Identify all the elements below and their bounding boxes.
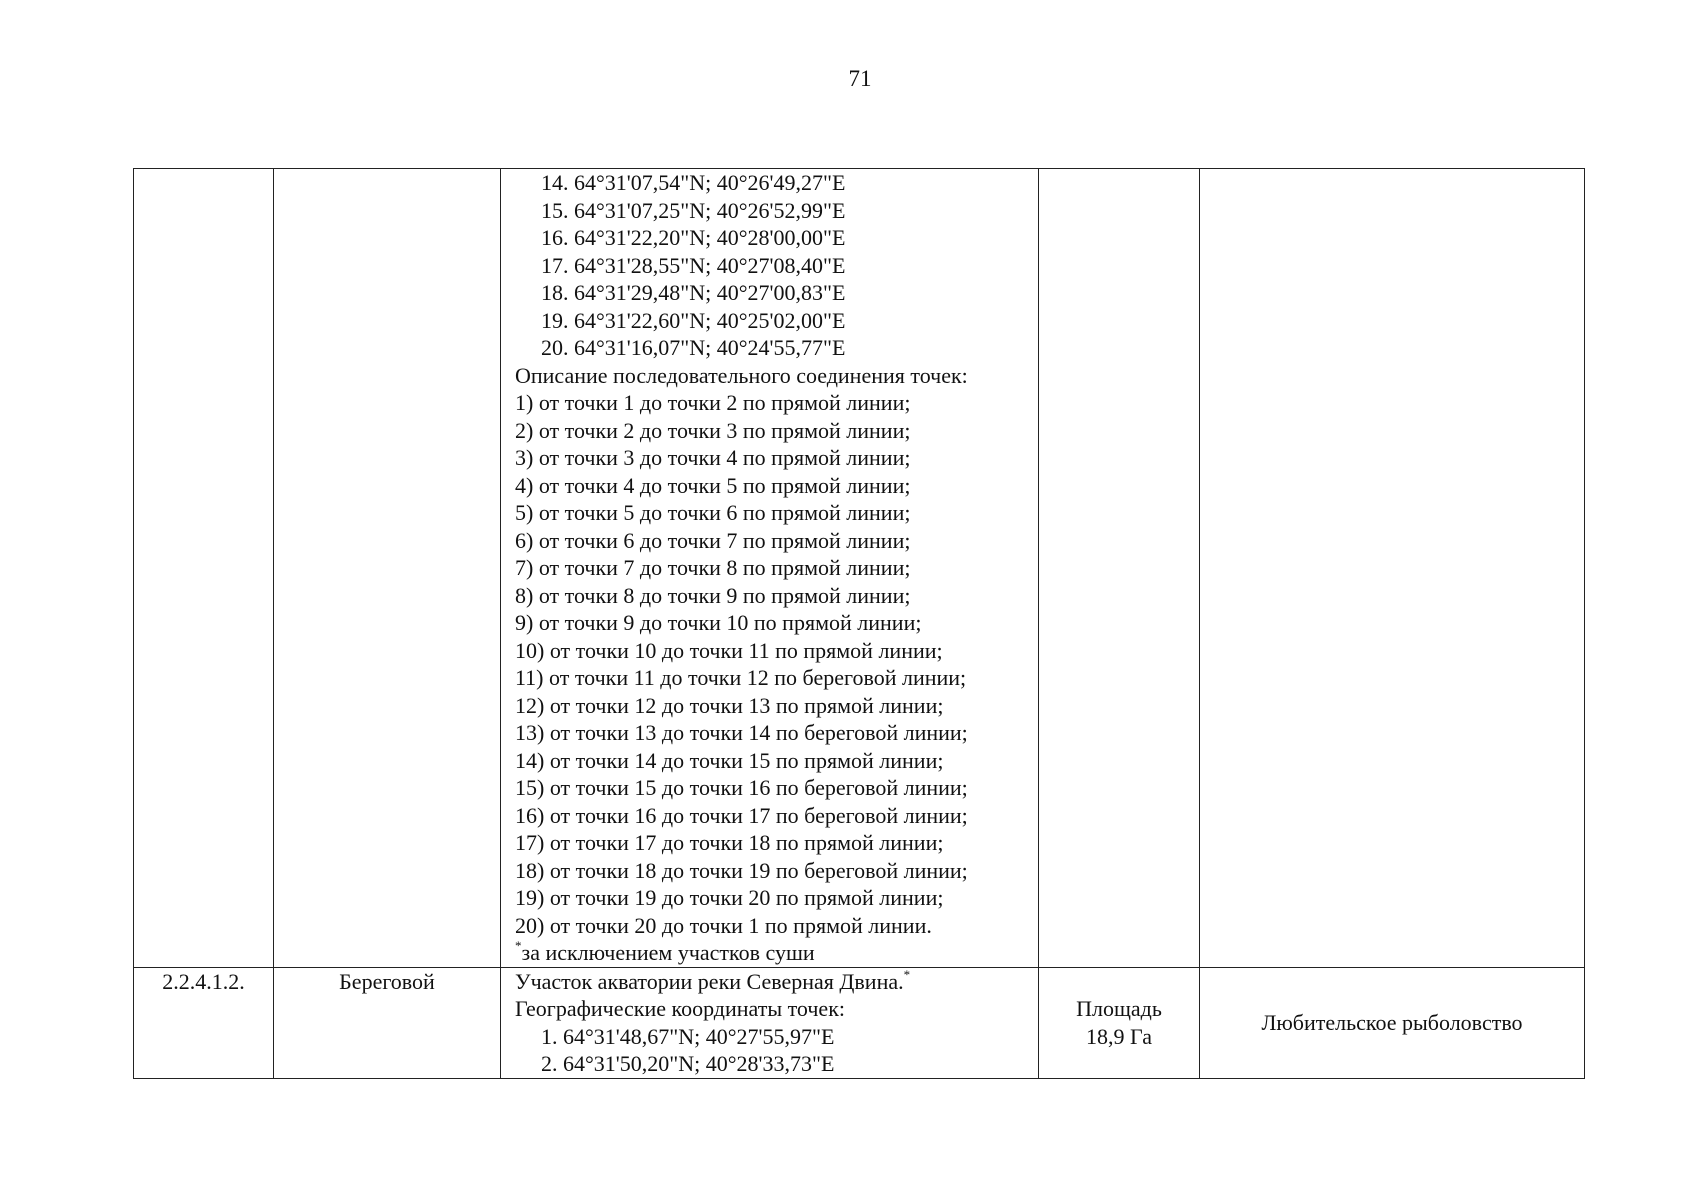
cell-area-empty	[1039, 169, 1200, 968]
connection-header: Описание последовательного соединения точек:	[515, 362, 968, 388]
cell-name: Береговой	[274, 967, 501, 1078]
connection-line: 11) от точки 11 до точки 12 по береговой линии;	[515, 665, 967, 690]
cell-number: 2.2.4.1.2.	[134, 967, 274, 1078]
coordinate-line: 20. 64°31'16,07"N; 40°24'55,77"E	[541, 335, 846, 360]
coordinate-line: 2. 64°31'50,20"N; 40°28'33,73"E	[541, 1051, 835, 1076]
connection-line: 1) от точки 1 до точки 2 по прямой линии;	[515, 390, 911, 415]
coordinate-line: 16. 64°31'22,20"N; 40°28'00,00"E	[541, 225, 846, 250]
footnote-mark: *	[515, 938, 522, 953]
footnote	[515, 939, 1038, 967]
coordinate-line: 17. 64°31'28,55"N; 40°27'08,40"E	[541, 252, 846, 278]
cell-purpose: Любительское рыболовство	[1200, 967, 1585, 1078]
connection-line: 13) от точки 13 до точки 14 по береговой линии;	[515, 720, 968, 745]
table-row-2-2-4-1-2	[134, 967, 1585, 1078]
coordinate-line: 19. 64°31'22,60"N; 40°25'02,00"E	[541, 307, 846, 333]
description-title-mark: *	[903, 966, 911, 982]
connection-line: 18) от точки 18 до точки 19 по береговой линии;	[515, 857, 968, 883]
connection-line: 10) от точки 10 до точки 11 по прямой линии;	[515, 637, 943, 663]
connection-line: 9) от точки 9 до точки 10 по прямой линии;	[515, 610, 922, 635]
area-label: Площадь	[1076, 995, 1162, 1021]
coordinate-line: 14. 64°31'07,54"N; 40°26'49,27"E	[541, 170, 846, 195]
cell-area	[1039, 967, 1200, 1078]
coordinate-line: 18. 64°31'29,48"N; 40°27'00,83"E	[541, 280, 846, 305]
cell-purpose-empty	[1200, 169, 1585, 968]
connection-line: 4) от точки 4 до точки 5 по прямой линии;	[515, 472, 911, 498]
connection-line: 3) от точки 3 до точки 4 по прямой линии;	[515, 445, 911, 470]
connection-line: 16) от точки 16 до точки 17 по береговой линии;	[515, 802, 968, 828]
fishing-areas-table	[133, 168, 1585, 1079]
coordinate-line: 15. 64°31'07,25"N; 40°26'52,99"E	[541, 197, 846, 223]
connection-line: 5) от точки 5 до точки 6 по прямой линии;	[515, 500, 911, 525]
connection-line: 2) от точки 2 до точки 3 по прямой линии;	[515, 417, 911, 443]
cell-description	[501, 169, 1039, 968]
table-row-continued	[134, 169, 1585, 968]
connection-line: 8) от точки 8 до точки 9 по прямой линии;	[515, 582, 911, 608]
coordinates-header: Географические координаты точек:	[515, 996, 845, 1021]
coordinate-line: 1. 64°31'48,67"N; 40°27'55,97"E	[541, 1023, 835, 1049]
connection-line: 14) от точки 14 до точки 15 по прямой линии;	[515, 747, 944, 773]
footnote-text: за исключением участков суши	[521, 940, 815, 965]
area-value: 18,9 Га	[1086, 1023, 1152, 1049]
description-title	[515, 968, 1038, 996]
connection-line: 17) от точки 17 до точки 18 по прямой линии;	[515, 830, 944, 855]
cell-description	[501, 967, 1039, 1078]
connection-line: 12) от точки 12 до точки 13 по прямой линии;	[515, 692, 944, 718]
connection-line: 7) от точки 7 до точки 8 по прямой линии;	[515, 555, 911, 580]
connection-line: 6) от точки 6 до точки 7 по прямой линии;	[515, 527, 911, 553]
cell-number-empty	[134, 169, 274, 968]
description-title-text: Участок акватории реки Северная Двина.	[515, 968, 904, 994]
connection-line: 20) от точки 20 до точки 1 по прямой линии.	[515, 912, 932, 938]
connection-line: 19) от точки 19 до точки 20 по прямой линии;	[515, 885, 944, 910]
page-number: 71	[848, 66, 872, 91]
cell-name-empty	[274, 169, 501, 968]
connection-line: 15) от точки 15 до точки 16 по береговой линии;	[515, 775, 968, 800]
